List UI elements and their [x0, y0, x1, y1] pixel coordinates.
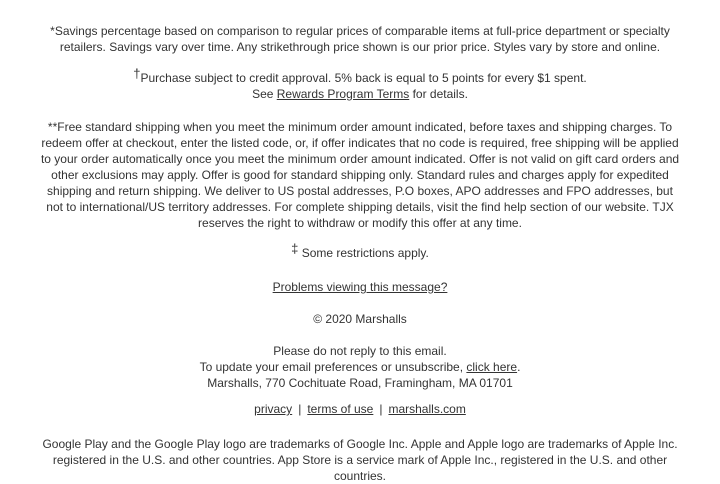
copyright: © 2020 Marshalls — [313, 312, 407, 326]
restrictions-text: Some restrictions apply. — [298, 246, 429, 260]
trademark-notice: Google Play and the Google Play logo are trademarks of Google Inc. Apple and Apple logo are trademarks of Apple Inc. registered in the U.S. and other countries. App Store is a service mark of Apple Inc., registered in the U.S. and other countries. — [42, 437, 678, 483]
see-suffix: for details. — [409, 87, 468, 101]
problems-viewing-row — [40, 279, 680, 295]
do-not-reply: Please do not reply to this email. — [273, 344, 447, 358]
privacy-link[interactable]: privacy — [254, 402, 293, 416]
savings-disclaimer: *Savings percentage based on comparison to regular prices of comparable items at full-price department or specialty retailers. Savings vary over time. Any strikethrough price shown is our prior price. Styles vary by store and online. — [50, 24, 670, 54]
link-separator: | — [298, 402, 302, 416]
problems-viewing-link[interactable]: Problems viewing this message? — [272, 280, 448, 294]
terms-of-use-link[interactable]: terms of use — [307, 402, 374, 416]
link-separator: | — [379, 402, 383, 416]
double-dagger-symbol: ‡ — [291, 241, 299, 256]
rewards-program-terms-link[interactable]: Rewards Program Terms — [276, 87, 410, 101]
footer-links — [40, 401, 680, 417]
dagger-symbol: † — [133, 66, 141, 81]
credit-text: Purchase subject to credit approval. 5% back is equal to 5 points for every $1 spent. — [140, 71, 587, 85]
preferences-suffix: . — [517, 360, 521, 374]
contact-block — [40, 343, 680, 391]
see-prefix: See — [252, 87, 277, 101]
shipping-disclaimer: **Free standard shipping when you meet the minimum order amount indicated, before taxes and shipping charges. To redeem offer at checkout, enter the listed code, or, if offer indicates that no code is required, free shipping will be applied to your order automatically once you meet the minimum order amount indicated. Offer is not valid on gift card orders and other exclusions may apply. Offer is good for standard shipping only. Standard rules and charges apply for expedited shipping and return shipping. We deliver to US postal addresses, P.O boxes, APO addresses and FPO addresses, but not to international/US territory addresses. For complete shipping details, visit the find help section of our website. TJX reserves the right to withdraw or modify this offer at any time. — [40, 120, 680, 230]
click-here-link[interactable]: click here — [466, 360, 518, 374]
restrictions-note — [40, 241, 680, 261]
preferences-prefix: To update your email preferences or unsubscribe, — [199, 360, 467, 374]
preferences-line — [40, 359, 680, 375]
mailing-address: Marshalls, 770 Cochituate Road, Framingham, MA 01701 — [207, 376, 513, 390]
credit-disclaimer — [40, 66, 680, 102]
credit-line — [40, 66, 680, 86]
marshalls-site-link[interactable]: marshalls.com — [388, 402, 466, 416]
rewards-line — [40, 86, 680, 102]
